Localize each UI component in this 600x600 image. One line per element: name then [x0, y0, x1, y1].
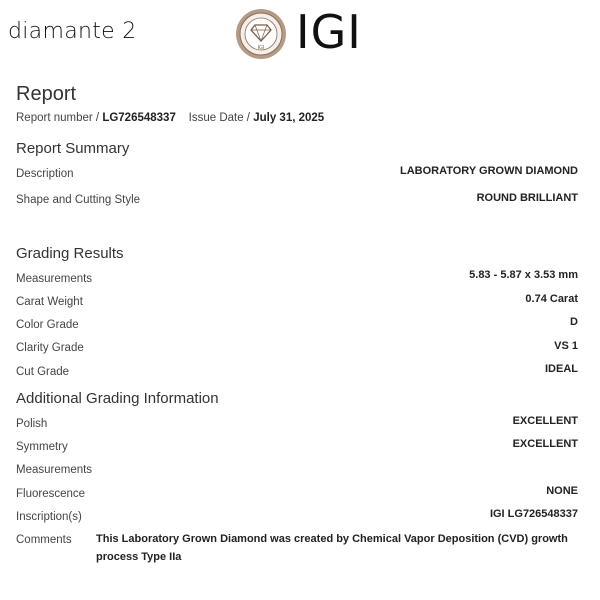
description-value: LABORATORY GROWN DIAMOND — [399, 165, 578, 177]
comments-value: This Laboratory Grown Diamond was created by Chemical Vapor Deposition (CVD) growth process Type IIa — [96, 533, 568, 563]
shape-value: ROUND BRILLIANT — [476, 192, 578, 204]
additional-grading-heading: Additional Grading Information — [16, 390, 219, 407]
fluorescence-value: NONE — [546, 485, 578, 497]
inscription-value: IGI LG726548337 — [489, 508, 578, 520]
inscription-label: Inscription(s) — [16, 511, 82, 523]
symmetry-value: EXCELLENT — [512, 438, 578, 450]
polish-label: Polish — [16, 418, 48, 430]
clarity-grade-value: VS 1 — [554, 340, 578, 352]
report-meta — [16, 112, 324, 124]
clarity-grade-label: Clarity Grade — [16, 342, 84, 354]
carat-weight-label: Carat Weight — [16, 296, 83, 308]
report-number: LG726548337 — [102, 112, 176, 124]
color-grade-value: D — [570, 316, 578, 328]
svg-text:IGI: IGI — [257, 45, 265, 51]
report-title: Report — [16, 83, 77, 105]
comments-label: Comments — [16, 534, 72, 546]
report-number-label: Report number / — [16, 112, 100, 124]
cut-grade-label: Cut Grade — [16, 366, 70, 378]
polish-value: EXCELLENT — [512, 415, 578, 427]
report-summary-heading: Report Summary — [16, 140, 130, 157]
brand-title: diamante 2 — [8, 19, 137, 44]
measurements-value: 5.83 - 5.87 x 3.53 mm — [469, 269, 578, 281]
issue-date-label: Issue Date / — [188, 112, 251, 124]
cut-grade-value: IDEAL — [545, 363, 578, 375]
igi-logo-text: IGI — [296, 5, 362, 59]
color-grade-label: Color Grade — [16, 319, 79, 331]
igi-seal-logo-icon — [235, 8, 287, 60]
symmetry-label: Symmetry — [16, 441, 68, 453]
description-label: Description — [16, 168, 74, 180]
carat-weight-value: 0.74 Carat — [525, 293, 578, 305]
issue-date: July 31, 2025 — [253, 112, 325, 124]
measurements-additional-label: Measurements — [16, 464, 93, 476]
measurements-label: Measurements — [16, 273, 93, 285]
fluorescence-label: Fluorescence — [16, 488, 86, 500]
shape-label: Shape and Cutting Style — [16, 194, 141, 206]
grading-results-heading: Grading Results — [16, 245, 124, 262]
